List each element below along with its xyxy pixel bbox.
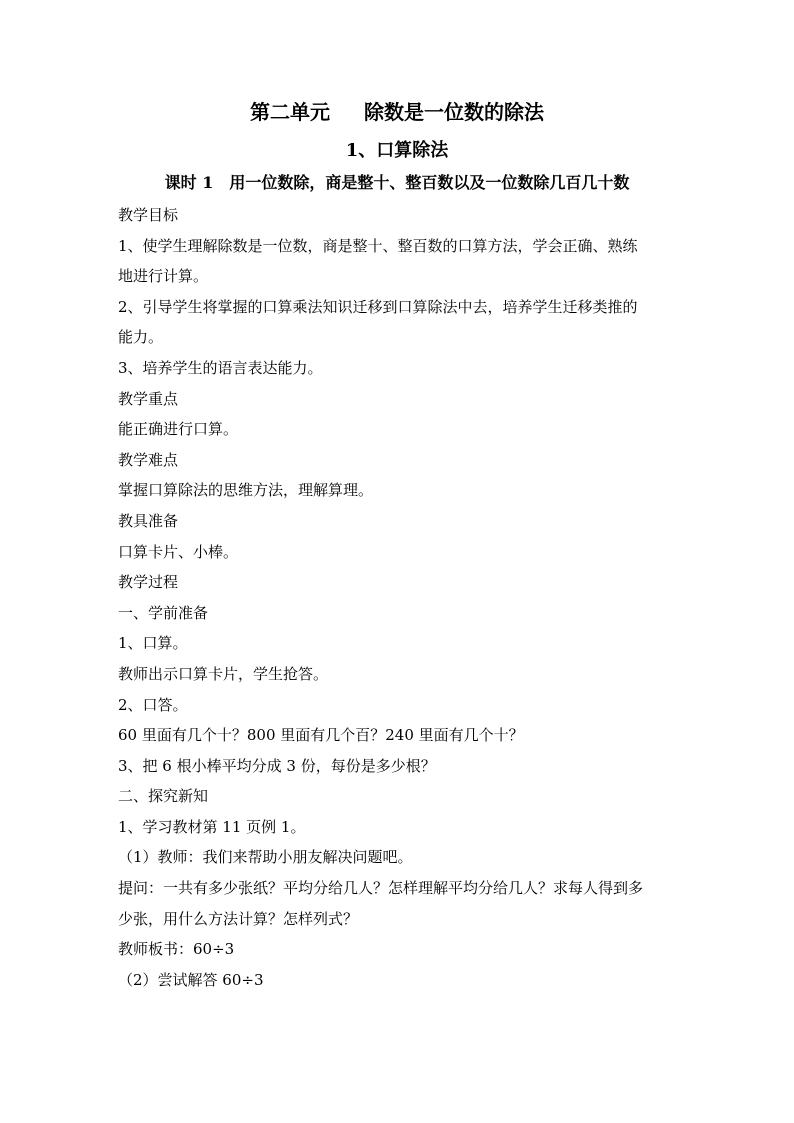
lesson-title: 课时 1 用一位数除，商是整十、整百数以及一位数除几百几十数 (164, 173, 630, 192)
process-item-1-text: 教师出示口算卡片，学生抢答。 (118, 664, 329, 683)
key-point-text: 能正确进行口算。 (118, 420, 239, 439)
explore-item-1: 1、学习教材第 11 页例 1。 (118, 817, 306, 836)
section-subtitle: 1、口算除法 (345, 140, 449, 161)
heading-key-points: 教学重点 (118, 389, 179, 408)
heading-process: 教学过程 (118, 573, 179, 592)
heading-teaching-goals: 教学目标 (118, 206, 179, 224)
difficulty-text: 掌握口算除法的思维方法，理解算理。 (118, 481, 374, 500)
materials-text: 口算卡片、小棒。 (118, 542, 239, 561)
process-item-1: 1、口算。 (118, 634, 188, 653)
unit-title (0, 96, 794, 125)
board-writing: 教师板书：60÷3 (118, 940, 235, 959)
process-section-1: 一、学前准备 (118, 603, 209, 622)
question-line-1: 提问：一共有多少张纸？平均分给几人？怎样理解平均分给几人？求每人得到多 (118, 879, 644, 898)
heading-difficulties: 教学难点 (118, 450, 179, 469)
process-section-2: 二、探究新知 (118, 787, 209, 806)
unit-title-topic: 除数是一位数的除法 (364, 100, 544, 124)
process-item-2: 2、口答。 (118, 695, 188, 714)
explore-step-1: （1）教师：我们来帮助小朋友解决问题吧。 (118, 848, 413, 867)
goal-3: 3、培养学生的语言表达能力。 (118, 358, 323, 377)
goal-2-line-2: 能力。 (118, 328, 164, 347)
goal-1-line-2: 地进行计算。 (118, 267, 209, 286)
process-item-2-text: 60 里面有几个十？800 里面有几个百？240 里面有几个十？ (118, 726, 524, 745)
heading-materials: 教具准备 (118, 511, 179, 530)
unit-title-unit: 第二单元 (250, 100, 330, 124)
process-item-3: 3、把 6 根小棒平均分成 3 份，每份是多少根？ (118, 756, 436, 775)
document-body (118, 200, 678, 995)
question-line-2: 少张，用什么方法计算？怎样列式？ (118, 909, 359, 928)
goal-1-line-1: 1、使学生理解除数是一位数，商是整十、整百数的口算方法，学会正确、熟练 (118, 236, 638, 255)
goal-2-line-1: 2、引导学生将掌握的口算乘法知识迁移到口算除法中去，培养学生迁移类推的 (118, 297, 638, 316)
explore-step-2: （2）尝试解答 60÷3 (118, 970, 264, 989)
